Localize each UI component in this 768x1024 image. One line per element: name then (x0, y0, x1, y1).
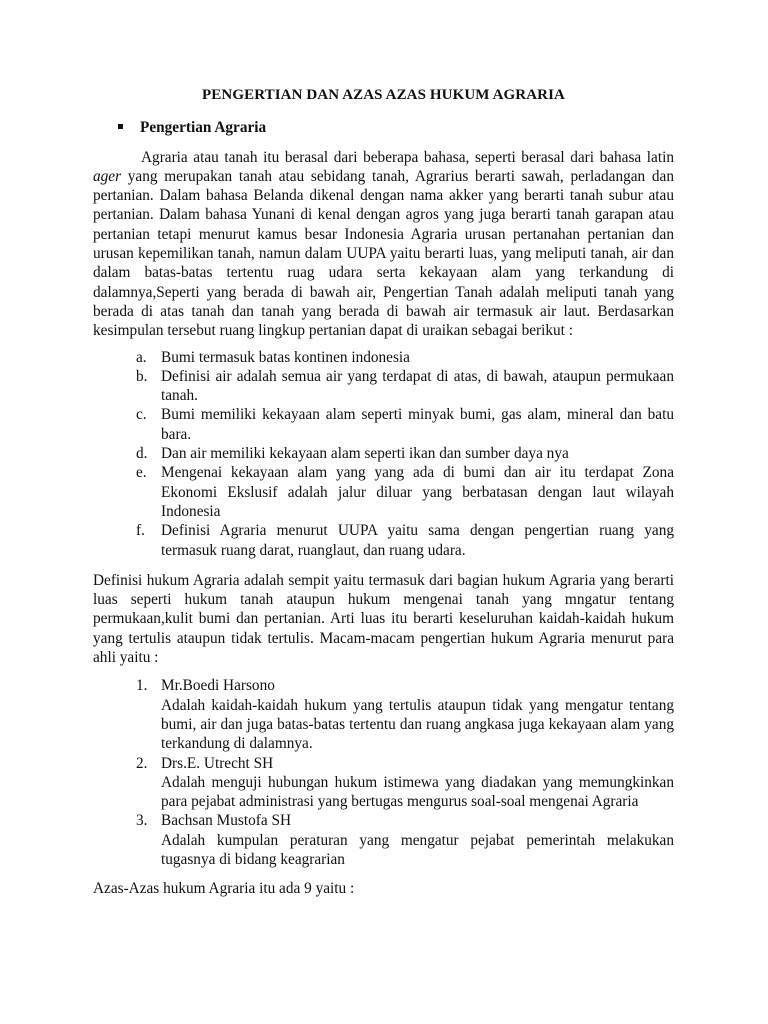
section-heading (118, 118, 674, 137)
list-item (93, 811, 674, 869)
list-item (93, 754, 674, 812)
paragraph-agraria-definition (93, 148, 674, 341)
list-item-text: Definisi Agraria menurut UUPA yaitu sama dengan pengertian ruang yang termasuk ruang darat, ruanglaut, dan ruang udara. (161, 522, 674, 559)
expert-name: Drs.E. Utrecht SH (161, 754, 274, 772)
list-marker: d. (136, 445, 148, 463)
list-marker: 2. (136, 754, 148, 772)
list-marker: 1. (136, 677, 148, 695)
list-item-text: Bumi memiliki kekayaan alam seperti minyak bumi, gas alam, mineral dan batu bara. (161, 406, 674, 443)
list-item-text: Dan air memiliki kekayaan alam seperti ikan dan sumber daya nya (161, 445, 569, 463)
list-marker: e. (136, 464, 147, 482)
section-heading-text: Pengertian Agraria (140, 119, 267, 137)
expert-entry (161, 754, 674, 812)
expert-description: Adalah kumpulan peraturan yang mengatur pejabat pemerintah melakukan tugasnya di bidang keagrarian (161, 831, 674, 868)
expert-name: Mr.Boedi Harsono (161, 677, 275, 695)
paragraph-hukum-agraria: Definisi hukum Agraria adalah sempit yaitu termasuk dari bagian hukum Agraria yang berarti luas seperti hukum tanah ataupun hukum mengenai tanah yang mngatur tentang permukaan,kulit bumi dan pertanian. Arti luas itu berarti keseluruhan kaidah-kaidah hukum yang tertulis ataupun tidak tertulis. Macam-macam pengertian hukum Agraria menurut para ahli yaitu : (93, 571, 674, 667)
list-marker: f. (136, 522, 145, 540)
list-marker: a. (136, 348, 147, 366)
list-item (93, 405, 674, 444)
closing-line: Azas-Azas hukum Agraria itu ada 9 yaitu : (93, 880, 355, 898)
expert-entry (161, 811, 674, 869)
list-item (93, 521, 674, 560)
list-item-text: Definisi air adalah semua air yang terdapat di atas, di bawah, ataupun permukaan tanah. (161, 367, 674, 405)
paragraph1-italic-term: ager (93, 167, 122, 185)
expert-entry (161, 676, 674, 753)
expert-description: Adalah kaidah-kaidah hukum yang tertulis ataupun tidak yang mengatur tentang bumi, air dan juga batas-batas tertentu dan ruang angkasa juga kekayaan alam yang terkandung di dalamnya. (161, 696, 674, 753)
square-bullet-icon (118, 124, 123, 129)
expert-description: Adalah menguji hubungan hukum istimewa yang diadakan yang memungkinkan para pejabat administrasi yang bertugas mengurus soal-soal mengenai Agraria (161, 773, 674, 811)
list-item-text: Mengenai kekayaan alam yang yang ada di bumi dan air itu terdapat Zona Ekonomi Ekslusif adalah jalur diluar yang berbatasan dengan laut wilayah Indonesia (161, 464, 674, 520)
expert-name: Bachsan Mustofa SH (161, 812, 292, 830)
list-item (93, 367, 674, 406)
list-item (93, 444, 674, 463)
paragraph1-intro: Agraria atau tanah itu berasal dari beberapa bahasa, seperti berasal dari bahasa latin (141, 148, 674, 166)
experts-list (93, 676, 674, 869)
document-title: PENGERTIAN DAN AZAS AZAS HUKUM AGRARIA (202, 87, 565, 103)
list-item (93, 676, 674, 753)
paragraph1-rest: yang merupakan tanah atau sebidang tanah, Agrarius berarti sawah, perladangan dan pertanian. Dalam bahasa Belanda dikenal dengan nama akker yang berarti tanah subur atau pertanian. Dalam bahasa Yunani di kenal dengan agros yang juga berarti tanah garapan atau pertanian tetapi menurut kamus besar Indonesia Agraria urusan pertanahan pertanian dan urusan kepemilikan tanah, namun dalam UUPA yaitu berarti luas, yang meliputi tanah, air dan dalam batas-batas tertentu ruag udara serta kekayaan alam yang terkandung di dalamnya,Seperti yang berada di bawah air, Pengertian Tanah adalah meliputi tanah yang berada di atas tanah dan tanah yang berada di bawah air termasuk air laut. Berdasarkan kesimpulan tersebut ruang lingkup pertanian dapat di uraikan sebagai berikut : (93, 167, 674, 340)
list-item-text: Bumi termasuk batas kontinen indonesia (161, 348, 410, 366)
list-marker: c. (136, 406, 147, 424)
list-item (93, 463, 674, 521)
list-item (93, 348, 674, 367)
list-marker: 3. (136, 812, 148, 830)
scope-list (93, 348, 674, 560)
list-marker: b. (136, 367, 148, 385)
